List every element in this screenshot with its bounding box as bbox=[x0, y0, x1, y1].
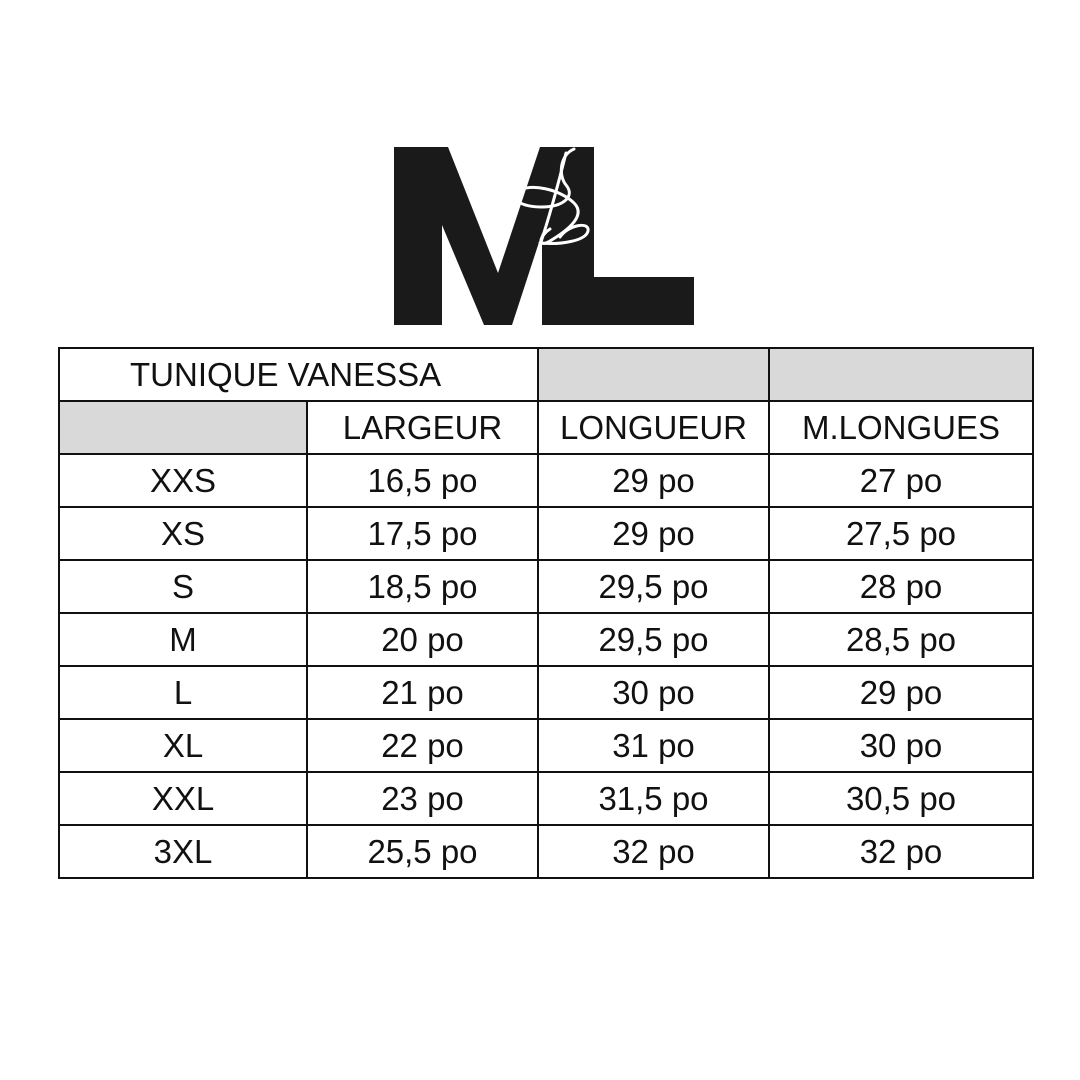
manches-cell: 30 po bbox=[769, 719, 1033, 772]
table-title: TUNIQUE VANESSA bbox=[59, 348, 538, 401]
manches-cell: 29 po bbox=[769, 666, 1033, 719]
table-row bbox=[59, 507, 1033, 560]
manches-cell: 30,5 po bbox=[769, 772, 1033, 825]
longueur-cell: 31,5 po bbox=[538, 772, 769, 825]
logo-letter-l bbox=[546, 147, 694, 325]
largeur-cell: 22 po bbox=[307, 719, 538, 772]
largeur-cell: 20 po bbox=[307, 613, 538, 666]
header-longueur: LONGUEUR bbox=[538, 401, 769, 454]
longueur-cell: 31 po bbox=[538, 719, 769, 772]
empty-shaded-cell bbox=[538, 348, 769, 401]
longueur-cell: 30 po bbox=[538, 666, 769, 719]
manches-cell: 27,5 po bbox=[769, 507, 1033, 560]
size-cell: XXL bbox=[59, 772, 307, 825]
largeur-cell: 17,5 po bbox=[307, 507, 538, 560]
size-cell: S bbox=[59, 560, 307, 613]
size-chart-table bbox=[58, 347, 1034, 879]
header-corner-cell bbox=[59, 401, 307, 454]
longueur-cell: 29 po bbox=[538, 454, 769, 507]
manches-cell: 32 po bbox=[769, 825, 1033, 878]
size-cell: 3XL bbox=[59, 825, 307, 878]
manches-cell: 27 po bbox=[769, 454, 1033, 507]
title-row bbox=[59, 348, 1033, 401]
longueur-cell: 29,5 po bbox=[538, 613, 769, 666]
table-row bbox=[59, 719, 1033, 772]
header-largeur: LARGEUR bbox=[307, 401, 538, 454]
table-row bbox=[59, 666, 1033, 719]
table-row bbox=[59, 613, 1033, 666]
size-cell: XXS bbox=[59, 454, 307, 507]
largeur-cell: 25,5 po bbox=[307, 825, 538, 878]
manches-cell: 28 po bbox=[769, 560, 1033, 613]
longueur-cell: 32 po bbox=[538, 825, 769, 878]
largeur-cell: 21 po bbox=[307, 666, 538, 719]
largeur-cell: 16,5 po bbox=[307, 454, 538, 507]
size-cell: XL bbox=[59, 719, 307, 772]
manches-cell: 28,5 po bbox=[769, 613, 1033, 666]
table-row bbox=[59, 454, 1033, 507]
size-cell: L bbox=[59, 666, 307, 719]
size-cell: M bbox=[59, 613, 307, 666]
size-cell: XS bbox=[59, 507, 307, 560]
table-row bbox=[59, 772, 1033, 825]
empty-shaded-cell bbox=[769, 348, 1033, 401]
brand-logo bbox=[390, 145, 696, 327]
largeur-cell: 23 po bbox=[307, 772, 538, 825]
table-row bbox=[59, 825, 1033, 878]
largeur-cell: 18,5 po bbox=[307, 560, 538, 613]
longueur-cell: 29,5 po bbox=[538, 560, 769, 613]
header-manches-longues: M.LONGUES bbox=[769, 401, 1033, 454]
table-row bbox=[59, 560, 1033, 613]
header-row bbox=[59, 401, 1033, 454]
longueur-cell: 29 po bbox=[538, 507, 769, 560]
